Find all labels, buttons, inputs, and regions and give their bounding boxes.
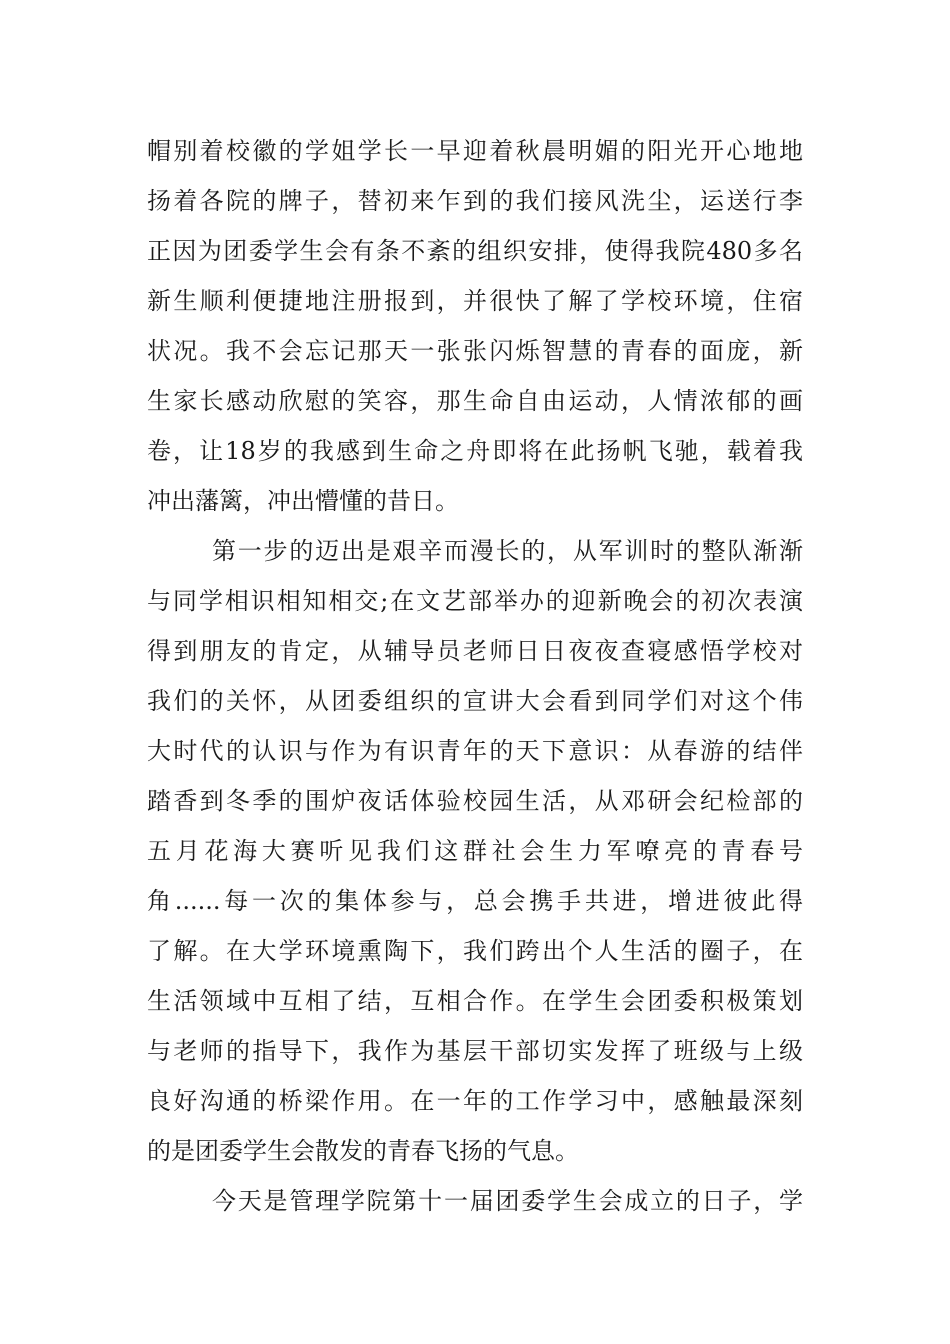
- text-line: 正因为团委学生会有条不紊的组织安排，使得我院480多名: [147, 237, 803, 265]
- text-line: 的是团委学生会散发的青春飞扬的气息。: [147, 1137, 579, 1165]
- text-line: 冲出藩篱，冲出懵懂的昔日。: [147, 487, 459, 515]
- text-line: 帽别着校徽的学姐学长一早迎着秋晨明媚的阳光开心地地: [147, 137, 803, 165]
- paragraph-first-line: 第一步的迈出是艰辛而漫长的，从军训时的整队渐渐: [212, 537, 803, 565]
- text-line: 踏香到冬季的围炉夜话体验校园生活，从邓研会纪检部的: [147, 787, 803, 815]
- text-line: 扬着各院的牌子，替初来乍到的我们接风洗尘，运送行李: [147, 187, 803, 215]
- paragraph-first-line: 今天是管理学院第十一届团委学生会成立的日子，学: [212, 1187, 803, 1215]
- text-line: 我们的关怀，从团委组织的宣讲大会看到同学们对这个伟: [147, 687, 803, 715]
- text-line: 与老师的指导下，我作为基层干部切实发挥了班级与上级: [147, 1037, 803, 1065]
- text-line: 五月花海大赛听见我们这群社会生力军嘹亮的青春号: [147, 837, 803, 865]
- text-line: 生家长感动欣慰的笑容，那生命自由运动，人情浓郁的画: [147, 387, 803, 415]
- text-line: 生活领域中互相了结，互相合作。在学生会团委积极策划: [147, 987, 803, 1015]
- text-line: 角......每一次的集体参与，总会携手共进，增进彼此得: [147, 887, 803, 915]
- text-line: 与同学相识相知相交;在文艺部举办的迎新晚会的初次表演: [147, 587, 803, 615]
- text-line: 得到朋友的肯定，从辅导员老师日日夜夜查寝感悟学校对: [147, 637, 803, 665]
- text-line: 状况。我不会忘记那天一张张闪烁智慧的青春的面庞，新: [147, 337, 803, 365]
- text-line: 大时代的认识与作为有识青年的天下意识：从春游的结伴: [147, 737, 803, 765]
- text-line: 良好沟通的桥梁作用。在一年的工作学习中，感触最深刻: [147, 1087, 803, 1115]
- text-line: 新生顺利便捷地注册报到，并很快了解了学校环境，住宿: [147, 287, 803, 315]
- text-line: 了解。在大学环境熏陶下，我们跨出个人生活的圈子，在: [147, 937, 803, 965]
- text-line: 卷，让18岁的我感到生命之舟即将在此扬帆飞驰，载着我: [147, 437, 803, 465]
